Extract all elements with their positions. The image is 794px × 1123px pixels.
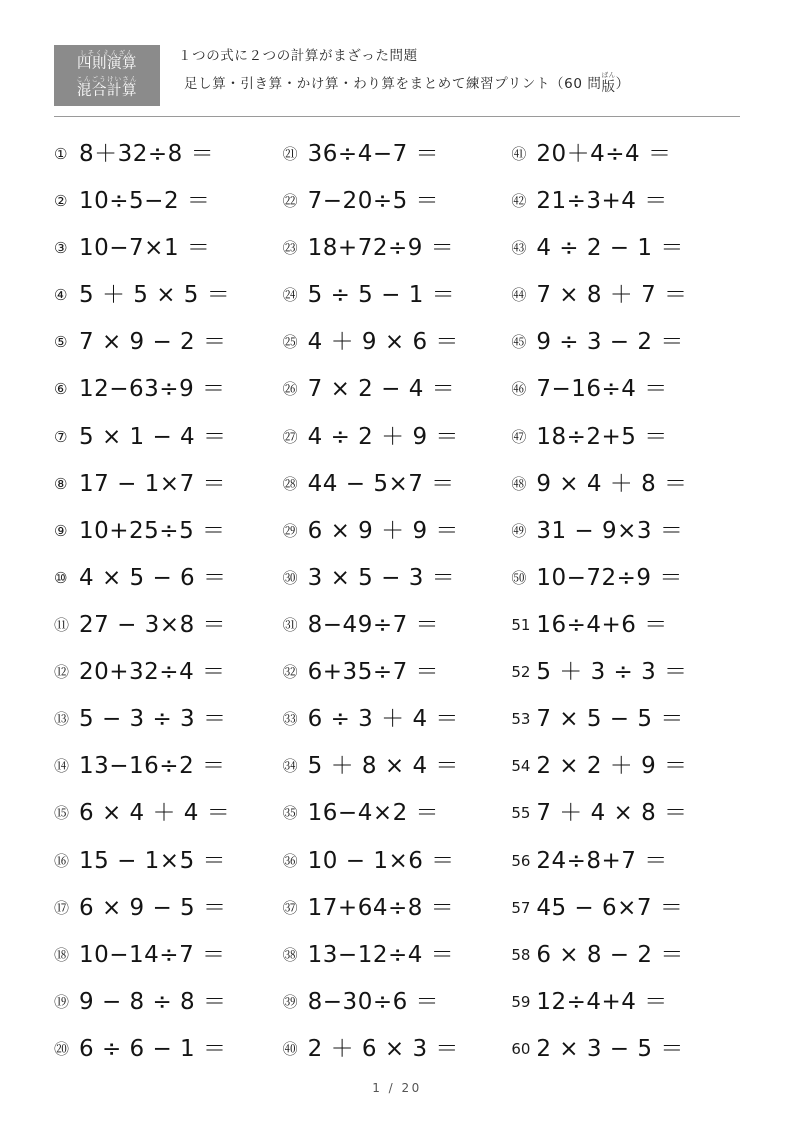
problem-item: [511, 979, 740, 1026]
problem-item: [511, 743, 740, 790]
problem-item: [54, 131, 283, 178]
problem-expression: 9 × 4 ＋ 8 ＝: [536, 470, 688, 497]
problem-expression: 20+32÷4 ＝: [79, 659, 226, 686]
problem-number: ㊸: [511, 239, 527, 258]
problem-item: [511, 225, 740, 272]
badge-line-2: [54, 76, 160, 99]
problem-number: ㉖: [282, 380, 298, 399]
problem-number: ㊵: [282, 1039, 298, 1058]
problem-number: 56: [511, 851, 531, 870]
problem-item: [511, 885, 740, 932]
problem-item: [54, 272, 283, 319]
problem-grid: [54, 117, 740, 1079]
badge-line-1-ruby: しそくえんざん: [80, 50, 134, 57]
problem-expression: 7−20÷5 ＝: [307, 187, 440, 214]
problem-item: [54, 932, 283, 979]
problem-item: [283, 885, 512, 932]
header-title-group: [160, 44, 740, 95]
problem-expression: 4 ÷ 2 − 1 ＝: [536, 235, 684, 262]
problem-item: [511, 932, 740, 979]
problem-item: [511, 178, 740, 225]
problem-number: ⑫: [54, 663, 70, 682]
problem-item: [54, 602, 283, 649]
problem-item: [511, 602, 740, 649]
problem-item: [54, 649, 283, 696]
problem-number: ①: [54, 144, 68, 163]
problem-expression: 9 ÷ 3 − 2 ＝: [536, 329, 684, 356]
badge-line-2-label: 混合計算: [77, 82, 137, 99]
problem-expression: 16−4×2 ＝: [307, 800, 440, 827]
worksheet-title-ruby: ばん: [601, 71, 616, 80]
subject-badge: [54, 45, 160, 106]
problem-expression: 6 × 8 − 2 ＝: [536, 941, 684, 968]
problem-number: 57: [511, 898, 531, 917]
problem-expression: 12−63÷9 ＝: [79, 376, 226, 403]
problem-item: [54, 225, 283, 272]
problem-item: [54, 885, 283, 932]
problem-item: [283, 1026, 512, 1073]
problem-number: ㉞: [282, 757, 298, 776]
problem-number: ㉟: [282, 804, 298, 823]
problem-number: ⑥: [54, 380, 68, 399]
problem-number: ⑤: [54, 333, 68, 352]
badge-line-1-label: 四則演算: [77, 56, 137, 73]
problem-number: ㉔: [282, 286, 298, 305]
problem-number: ⑦: [54, 427, 68, 446]
problem-number: ㊽: [511, 474, 527, 493]
problem-number: ㉓: [282, 239, 298, 258]
problem-number: 59: [511, 992, 531, 1011]
problem-number: ㊺: [511, 333, 527, 352]
problem-expression: 31 − 9×3 ＝: [536, 517, 684, 544]
problem-item: [54, 790, 283, 837]
worksheet-title: [178, 72, 740, 94]
problem-number: ㊹: [511, 286, 527, 305]
problem-item: [511, 272, 740, 319]
problem-number: 60: [511, 1039, 531, 1058]
problem-expression: 2 × 3 − 5 ＝: [536, 1035, 684, 1062]
problem-item: [283, 602, 512, 649]
problem-expression: 12÷4+4 ＝: [536, 988, 668, 1015]
problem-number: ⑯: [54, 851, 70, 870]
problem-item: [283, 696, 512, 743]
problem-expression: 4 ＋ 9 × 6 ＝: [307, 329, 459, 356]
problem-expression: 15 − 1×5 ＝: [79, 847, 227, 874]
problem-expression: 13−12÷4 ＝: [307, 941, 455, 968]
problem-item: [283, 932, 512, 979]
problem-expression: 27 − 3×8 ＝: [79, 611, 227, 638]
problem-number: ㊳: [282, 945, 298, 964]
problem-number: ④: [54, 286, 68, 305]
problem-number: 55: [511, 804, 531, 823]
problem-item: [283, 225, 512, 272]
problem-expression: 6 × 9 ＋ 9 ＝: [307, 517, 459, 544]
problem-number: ㊶: [511, 144, 527, 163]
problem-item: [283, 743, 512, 790]
problem-item: [283, 555, 512, 602]
problem-expression: 13−16÷2 ＝: [79, 753, 226, 780]
problem-expression: 5 ÷ 5 − 1 ＝: [307, 282, 456, 309]
worksheet-footer: [54, 1079, 740, 1123]
problem-item: [511, 131, 740, 178]
problem-expression: 21÷3+4 ＝: [536, 187, 668, 214]
problem-expression: 10÷5−2 ＝: [79, 187, 211, 214]
problem-expression: 20＋4÷4 ＝: [536, 140, 672, 167]
problem-number: ㊾: [511, 521, 527, 540]
problem-expression: 44 − 5×7 ＝: [307, 470, 455, 497]
problem-item: [511, 319, 740, 366]
problem-expression: 5 − 3 ÷ 3 ＝: [79, 706, 227, 733]
problem-expression: 8−30÷6 ＝: [307, 988, 440, 1015]
problem-number: ㊲: [282, 898, 298, 917]
problem-expression: 8−49÷7 ＝: [307, 611, 440, 638]
problem-item: [511, 461, 740, 508]
problem-expression: 7 × 5 − 5 ＝: [536, 706, 684, 733]
problem-item: [54, 366, 283, 413]
worksheet-title-ruby-group: [602, 72, 616, 94]
problem-item: [511, 413, 740, 460]
problem-expression: 4 ÷ 2 ＋ 9 ＝: [307, 423, 459, 450]
problem-expression: 6+35÷7 ＝: [307, 659, 440, 686]
problem-item: [54, 413, 283, 460]
problem-item: [283, 319, 512, 366]
problem-number: ㊿: [511, 568, 527, 587]
problem-number: ㉕: [282, 333, 298, 352]
problem-expression: 7 × 2 − 4 ＝: [307, 376, 456, 403]
problem-item: [511, 837, 740, 884]
badge-line-2-ruby: こんごうけいさん: [76, 76, 138, 84]
problem-expression: 3 × 5 − 3 ＝: [307, 564, 456, 591]
worksheet-title-ruby-base: 版: [601, 78, 616, 95]
problem-expression: 7−16÷4 ＝: [536, 376, 668, 403]
problem-number: ㉑: [282, 144, 298, 163]
problem-expression: 45 − 6×7 ＝: [536, 894, 684, 921]
problem-number: 58: [511, 945, 531, 964]
problem-expression: 6 ÷ 3 ＋ 4 ＝: [307, 706, 459, 733]
problem-item: [511, 790, 740, 837]
worksheet-title-text-before: 足し算・引き算・かけ算・わり算をまとめて練習プリント（60 問: [184, 76, 602, 93]
problem-number: ⑨: [54, 521, 68, 540]
problem-number: ㉘: [282, 474, 298, 493]
problem-expression: 7 × 8 ＋ 7 ＝: [536, 282, 688, 309]
problem-number: ㉜: [282, 663, 298, 682]
problem-item: [511, 555, 740, 602]
problem-item: [54, 319, 283, 366]
problem-number: ⑩: [54, 568, 68, 587]
badge-line-1: [54, 50, 160, 73]
problem-number: ㊷: [511, 191, 527, 210]
problem-expression: 5 ＋ 5 × 5 ＝: [79, 282, 231, 309]
problem-expression: 18+72÷9 ＝: [307, 235, 455, 262]
problem-expression: 6 × 9 − 5 ＝: [79, 894, 227, 921]
problem-number: ⑲: [54, 992, 70, 1011]
problem-number: ㉗: [282, 427, 298, 446]
problem-expression: 17 − 1×7 ＝: [79, 470, 227, 497]
worksheet-header: [54, 40, 740, 106]
problem-number: ②: [54, 191, 68, 210]
problem-expression: 16÷4+6 ＝: [536, 611, 668, 638]
problem-item: [511, 649, 740, 696]
problem-number: ㉚: [282, 568, 298, 587]
problem-item: [511, 366, 740, 413]
problem-expression: 10−72÷9 ＝: [536, 564, 683, 591]
problem-expression: 6 ÷ 6 − 1 ＝: [79, 1035, 227, 1062]
problem-item: [54, 178, 283, 225]
problem-item: [283, 272, 512, 319]
problem-item: [283, 508, 512, 555]
problem-item: [54, 837, 283, 884]
problem-expression: 18÷2+5 ＝: [536, 423, 668, 450]
problem-item: [54, 696, 283, 743]
problem-item: [511, 696, 740, 743]
problem-item: [283, 790, 512, 837]
problem-expression: 9 − 8 ÷ 8 ＝: [79, 988, 227, 1015]
problem-item: [283, 979, 512, 1026]
problem-number: ⑪: [54, 615, 70, 634]
problem-number: ㉝: [282, 710, 298, 729]
problem-expression: 5 ＋ 8 × 4 ＝: [307, 753, 459, 780]
problem-item: [283, 649, 512, 696]
problem-number: 52: [511, 663, 531, 682]
problem-expression: 2 ＋ 6 × 3 ＝: [307, 1035, 459, 1062]
problem-number: ⑬: [54, 710, 70, 729]
problem-number: ㊻: [511, 380, 527, 399]
problem-item: [54, 461, 283, 508]
problem-number: ⑱: [54, 945, 70, 964]
problem-number: ㊱: [282, 851, 298, 870]
problem-item: [283, 178, 512, 225]
problem-number: ㊴: [282, 992, 298, 1011]
problem-expression: 36÷4−7 ＝: [307, 140, 440, 167]
problem-number: ㉒: [282, 191, 298, 210]
worksheet-subtitle: １つの式に２つの計算がまざった問題: [178, 48, 418, 64]
problem-expression: 6 × 4 ＋ 4 ＝: [79, 800, 231, 827]
worksheet-title-text-after: ）: [615, 76, 630, 93]
problem-item: [511, 1026, 740, 1073]
problem-expression: 7 × 9 − 2 ＝: [79, 329, 227, 356]
problem-number: 53: [511, 710, 531, 729]
problem-expression: 10−14÷7 ＝: [79, 941, 226, 968]
problem-number: ⑧: [54, 474, 68, 493]
problem-item: [511, 508, 740, 555]
problem-item: [54, 508, 283, 555]
problem-expression: 2 × 2 ＋ 9 ＝: [536, 753, 688, 780]
problem-item: [54, 555, 283, 602]
problem-item: [283, 413, 512, 460]
problem-number: ⑰: [54, 898, 70, 917]
problem-item: [283, 366, 512, 413]
problem-number: ⑳: [54, 1039, 70, 1058]
problem-expression: 24÷8+7 ＝: [536, 847, 668, 874]
problem-expression: 7 ＋ 4 × 8 ＝: [536, 800, 688, 827]
problem-expression: 8＋32÷8 ＝: [79, 140, 215, 167]
problem-number: ㊼: [511, 427, 527, 446]
problem-item: [283, 837, 512, 884]
problem-number: ㉙: [282, 521, 298, 540]
problem-expression: 10 − 1×6 ＝: [307, 847, 455, 874]
problem-expression: 4 × 5 − 6 ＝: [79, 564, 227, 591]
problem-number: 54: [511, 757, 531, 776]
problem-expression: 17+64÷8 ＝: [307, 894, 455, 921]
problem-item: [54, 979, 283, 1026]
problem-number: ㉛: [282, 615, 298, 634]
problem-item: [283, 131, 512, 178]
problem-number: ③: [54, 239, 68, 258]
problem-number: 51: [511, 615, 531, 634]
problem-item: [283, 461, 512, 508]
problem-number: ⑭: [54, 757, 70, 776]
problem-expression: 10+25÷5 ＝: [79, 517, 226, 544]
problem-item: [54, 1026, 283, 1073]
problem-item: [54, 743, 283, 790]
page-number: 1 / 20: [372, 1081, 422, 1095]
problem-expression: 5 × 1 − 4 ＝: [79, 423, 227, 450]
problem-expression: 5 ＋ 3 ÷ 3 ＝: [536, 659, 688, 686]
problem-expression: 10−7×1 ＝: [79, 235, 211, 262]
problem-number: ⑮: [54, 804, 70, 823]
